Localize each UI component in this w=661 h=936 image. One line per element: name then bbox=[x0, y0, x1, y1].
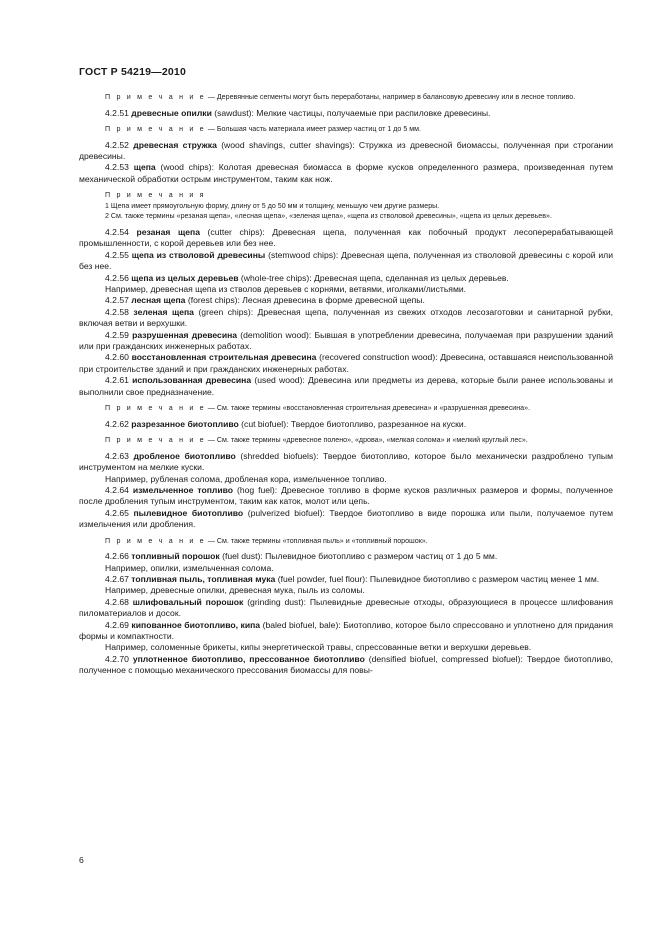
term-text: (hog fuel): Древесное топливо в форме кусков различных размеров и формы, полученное после дробления тупым инструментом, таким как каток, молот или цепь. bbox=[79, 484, 613, 507]
term-text: (wood shavings, cutter shavings): Стружка из древесной биомассы, полученная при строгании древесины. bbox=[79, 139, 614, 161]
term-number: 4.2.58 bbox=[105, 306, 129, 317]
numbered-note bbox=[79, 201, 613, 212]
term-number: 4.2.62 bbox=[105, 418, 129, 429]
term-definition bbox=[79, 295, 613, 306]
term-definition bbox=[79, 352, 613, 375]
term-definition bbox=[79, 273, 613, 284]
term-number: 4.2.64 bbox=[105, 484, 129, 495]
note-text: — См. также термины «восстановленная строительная древесина» и «разрушенная древесина». bbox=[205, 404, 531, 413]
term-number: 4.2.70 bbox=[105, 653, 129, 664]
term-number: 4.2.55 bbox=[105, 249, 129, 260]
example-body: Например, древесные опилки, древесная мука, пыль из соломы. bbox=[105, 585, 365, 596]
note bbox=[79, 92, 613, 103]
term-text: (densified biofuel, compressed biofuel): Твердое биотопливо, полученное с помощью механического прессования биомассы для повы- bbox=[79, 653, 613, 676]
term-number: 4.2.52 bbox=[105, 139, 129, 150]
term-name: щепа bbox=[133, 162, 156, 173]
term-text: (fuel powder, fuel flour): Пылевидное биотопливо с размером частиц менее 1 мм. bbox=[275, 573, 600, 584]
term-number: 4.2.56 bbox=[105, 272, 129, 283]
example-text bbox=[79, 284, 613, 295]
note-text: — См. также термины «древесное полено», «дрова», «мелкая солома» и «мелкий круглый лес». bbox=[205, 436, 528, 445]
term-definition bbox=[79, 162, 613, 185]
term-name: разрезанное биотопливо bbox=[131, 418, 239, 429]
term-text: (stemwood chips): Древесная щепа, полученная из стволовой древесины с корой или без нее. bbox=[79, 249, 613, 272]
term-definition bbox=[79, 227, 613, 250]
note-label: П р и м е ч а н и е bbox=[105, 404, 206, 413]
term-definition bbox=[79, 375, 613, 398]
term-name: использованная древесина bbox=[132, 375, 252, 386]
term-name: уплотненное биотопливо, прессованное биотопливо bbox=[132, 653, 365, 664]
term-name: резаная щепа bbox=[136, 227, 200, 237]
term-name: лесная щепа bbox=[131, 295, 186, 306]
term-name: топливный порошок bbox=[131, 551, 220, 562]
term-name: топливная пыль, топливная мука bbox=[131, 573, 276, 584]
term-number: 4.2.67 bbox=[105, 573, 129, 584]
term-name: древесная стружка bbox=[133, 139, 217, 150]
term-number: 4.2.53 bbox=[105, 162, 129, 173]
term-definition bbox=[79, 508, 613, 531]
term-definition bbox=[79, 620, 613, 643]
example-body: Например, опилки, измельченная солома. bbox=[105, 562, 274, 573]
term-number: 4.2.57 bbox=[105, 295, 129, 306]
term-definition bbox=[79, 451, 613, 474]
term-text: (wood chips): Колотая древесная биомасса в форме кусков определенного размера, произведенная путем механической обработки острым инструментом, таким как нож. bbox=[79, 162, 613, 184]
document-body bbox=[79, 92, 613, 677]
example-body: Например, рубленая солома, дробленая кора, измельченное топливо. bbox=[105, 473, 387, 484]
term-number: 4.2.59 bbox=[105, 329, 129, 340]
term-text: (pulverized biofuel): Твердое биотопливо в виде порошка или пыли, получаемое путем измельчения или дробления. bbox=[79, 507, 613, 530]
term-text: (sawdust): Мелкие частицы, получаемые при распиловке древесины. bbox=[211, 107, 491, 118]
term-text: (recovered construction wood): Древесина, оставшаяся неиспользованной при строительстве зданий и при гражданских инженерных работах. bbox=[79, 352, 614, 374]
term-text: (used wood): Древесина или предметы из дерева, которые были ранее использованы и выполнили свое предназначение. bbox=[79, 375, 613, 397]
term-name: восстановленная строительная древесина bbox=[131, 352, 317, 363]
notes-label: П р и м е ч а н и я bbox=[105, 191, 206, 200]
term-definition bbox=[79, 307, 613, 330]
term-number: 4.2.60 bbox=[105, 352, 129, 363]
term-text: (shredded biofuels): Твердое биотопливо, которое было механически раздроблено тупым инструментом на мелкие куски. bbox=[79, 450, 614, 473]
term-number: 4.2.63 bbox=[105, 450, 129, 461]
numbered-note-text: 1 Щепа имеет прямоугольную форму, длину от 5 до 50 мм и толщину, меньшую чем другие размеры. bbox=[105, 201, 440, 210]
note-text: — Большая часть материала имеет размер частиц от 1 до 5 мм. bbox=[205, 125, 421, 133]
term-name: щепа из стволовой древесины bbox=[131, 249, 266, 260]
term-definition bbox=[79, 551, 613, 562]
document-header: ГОСТ Р 54219—2010 bbox=[79, 66, 187, 78]
term-name: зеленая щепа bbox=[133, 306, 194, 317]
term-number: 4.2.69 bbox=[105, 619, 129, 630]
note bbox=[79, 536, 613, 547]
term-definition bbox=[79, 597, 613, 620]
term-text: (baled biofuel, bale): Биотопливо, которое было спрессовано и уплотнено для придания формы и компактности. bbox=[79, 619, 614, 641]
term-number: 4.2.54 bbox=[105, 227, 129, 237]
example-text bbox=[79, 474, 613, 485]
term-name: древесные опилки bbox=[131, 107, 212, 118]
term-text: (green chips): Древесная щепа, полученная из свежих отходов лесозаготовки и санитарной рубки, включая ветви и верхушки. bbox=[79, 306, 614, 329]
term-text: (cutter chips): Древесная щепа, полученная как побочный продукт лесоперерабатывающей промышленности, с корой деревьев или без нее. bbox=[79, 227, 614, 249]
term-definition bbox=[79, 330, 613, 353]
note bbox=[79, 124, 613, 135]
term-text: (forest chips): Лесная древесина в форме древесной щепы. bbox=[185, 295, 425, 306]
example-text bbox=[79, 642, 613, 653]
term-name: разрушенная древесина bbox=[132, 329, 238, 340]
notes-heading bbox=[79, 190, 613, 201]
numbered-note-text: 2 См. также термины «резаная щепа», «лесная щепа», «зеленая щепа», «щепа из стволовой древесины», «щепа из целых деревьев». bbox=[105, 212, 552, 221]
term-text: (cut biofuel): Твердое биотопливо, разрезанное на куски. bbox=[238, 418, 467, 429]
term-text: (grinding dust): Пылевидные древесные отходы, образующиеся в процессе шлифования пиломатериалов и досок. bbox=[79, 596, 614, 619]
term-definition bbox=[79, 108, 613, 119]
term-text: (demolition wood): Бывшая в употреблении древесина, получаемая при разрушении зданий или при гражданских инженерных работах. bbox=[79, 329, 613, 352]
term-name: измельченное топливо bbox=[132, 484, 234, 495]
term-number: 4.2.65 bbox=[105, 507, 129, 518]
term-name: дробленое биотопливо bbox=[133, 450, 236, 461]
example-body: Например, древесная щепа из стволов деревьев с корнями, ветвями, иголками/листьями. bbox=[105, 284, 467, 295]
note bbox=[79, 403, 613, 414]
term-number: 4.2.61 bbox=[105, 375, 129, 386]
term-name: шлифовальный порошок bbox=[132, 596, 244, 607]
example-text bbox=[79, 563, 613, 574]
note-label: П р и м е ч а н и е bbox=[105, 125, 206, 133]
term-text: (fuel dust): Пылевидное биотопливо с размером частиц от 1 до 5 мм. bbox=[219, 551, 498, 562]
note-text: — См. также термины «топливная пыль» и «топливный порошок». bbox=[205, 536, 428, 545]
term-text: (whole-tree chips): Древесная щепа, сделанная из целых деревьев. bbox=[238, 272, 509, 283]
term-name: кипованное биотопливо, кипа bbox=[131, 619, 261, 630]
example-text bbox=[79, 585, 613, 596]
term-number: 4.2.51 bbox=[105, 107, 129, 118]
term-definition bbox=[79, 419, 613, 430]
term-number: 4.2.68 bbox=[105, 596, 129, 607]
page-number: 6 bbox=[79, 855, 84, 865]
note-label: П р и м е ч а н и е bbox=[105, 93, 206, 101]
term-number: 4.2.66 bbox=[105, 551, 129, 562]
note-label: П р и м е ч а н и е bbox=[105, 536, 206, 545]
note bbox=[79, 435, 613, 446]
term-name: пылевидное биотопливо bbox=[133, 507, 244, 518]
numbered-note bbox=[79, 211, 613, 222]
term-definition bbox=[79, 250, 613, 273]
term-name: щепа из целых деревьев bbox=[131, 272, 239, 283]
term-definition bbox=[79, 140, 613, 163]
term-definition bbox=[79, 485, 613, 508]
example-body: Например, соломенные брикеты, кипы энергетической травы, спрессованные ветки и верхушки деревьев. bbox=[105, 642, 532, 653]
term-definition bbox=[79, 574, 613, 585]
note-text: — Деревянные сегменты могут быть переработаны, например в балансовую древесину или в лесное топливо. bbox=[205, 93, 576, 101]
term-definition bbox=[79, 654, 613, 677]
note-label: П р и м е ч а н и е bbox=[105, 436, 206, 445]
